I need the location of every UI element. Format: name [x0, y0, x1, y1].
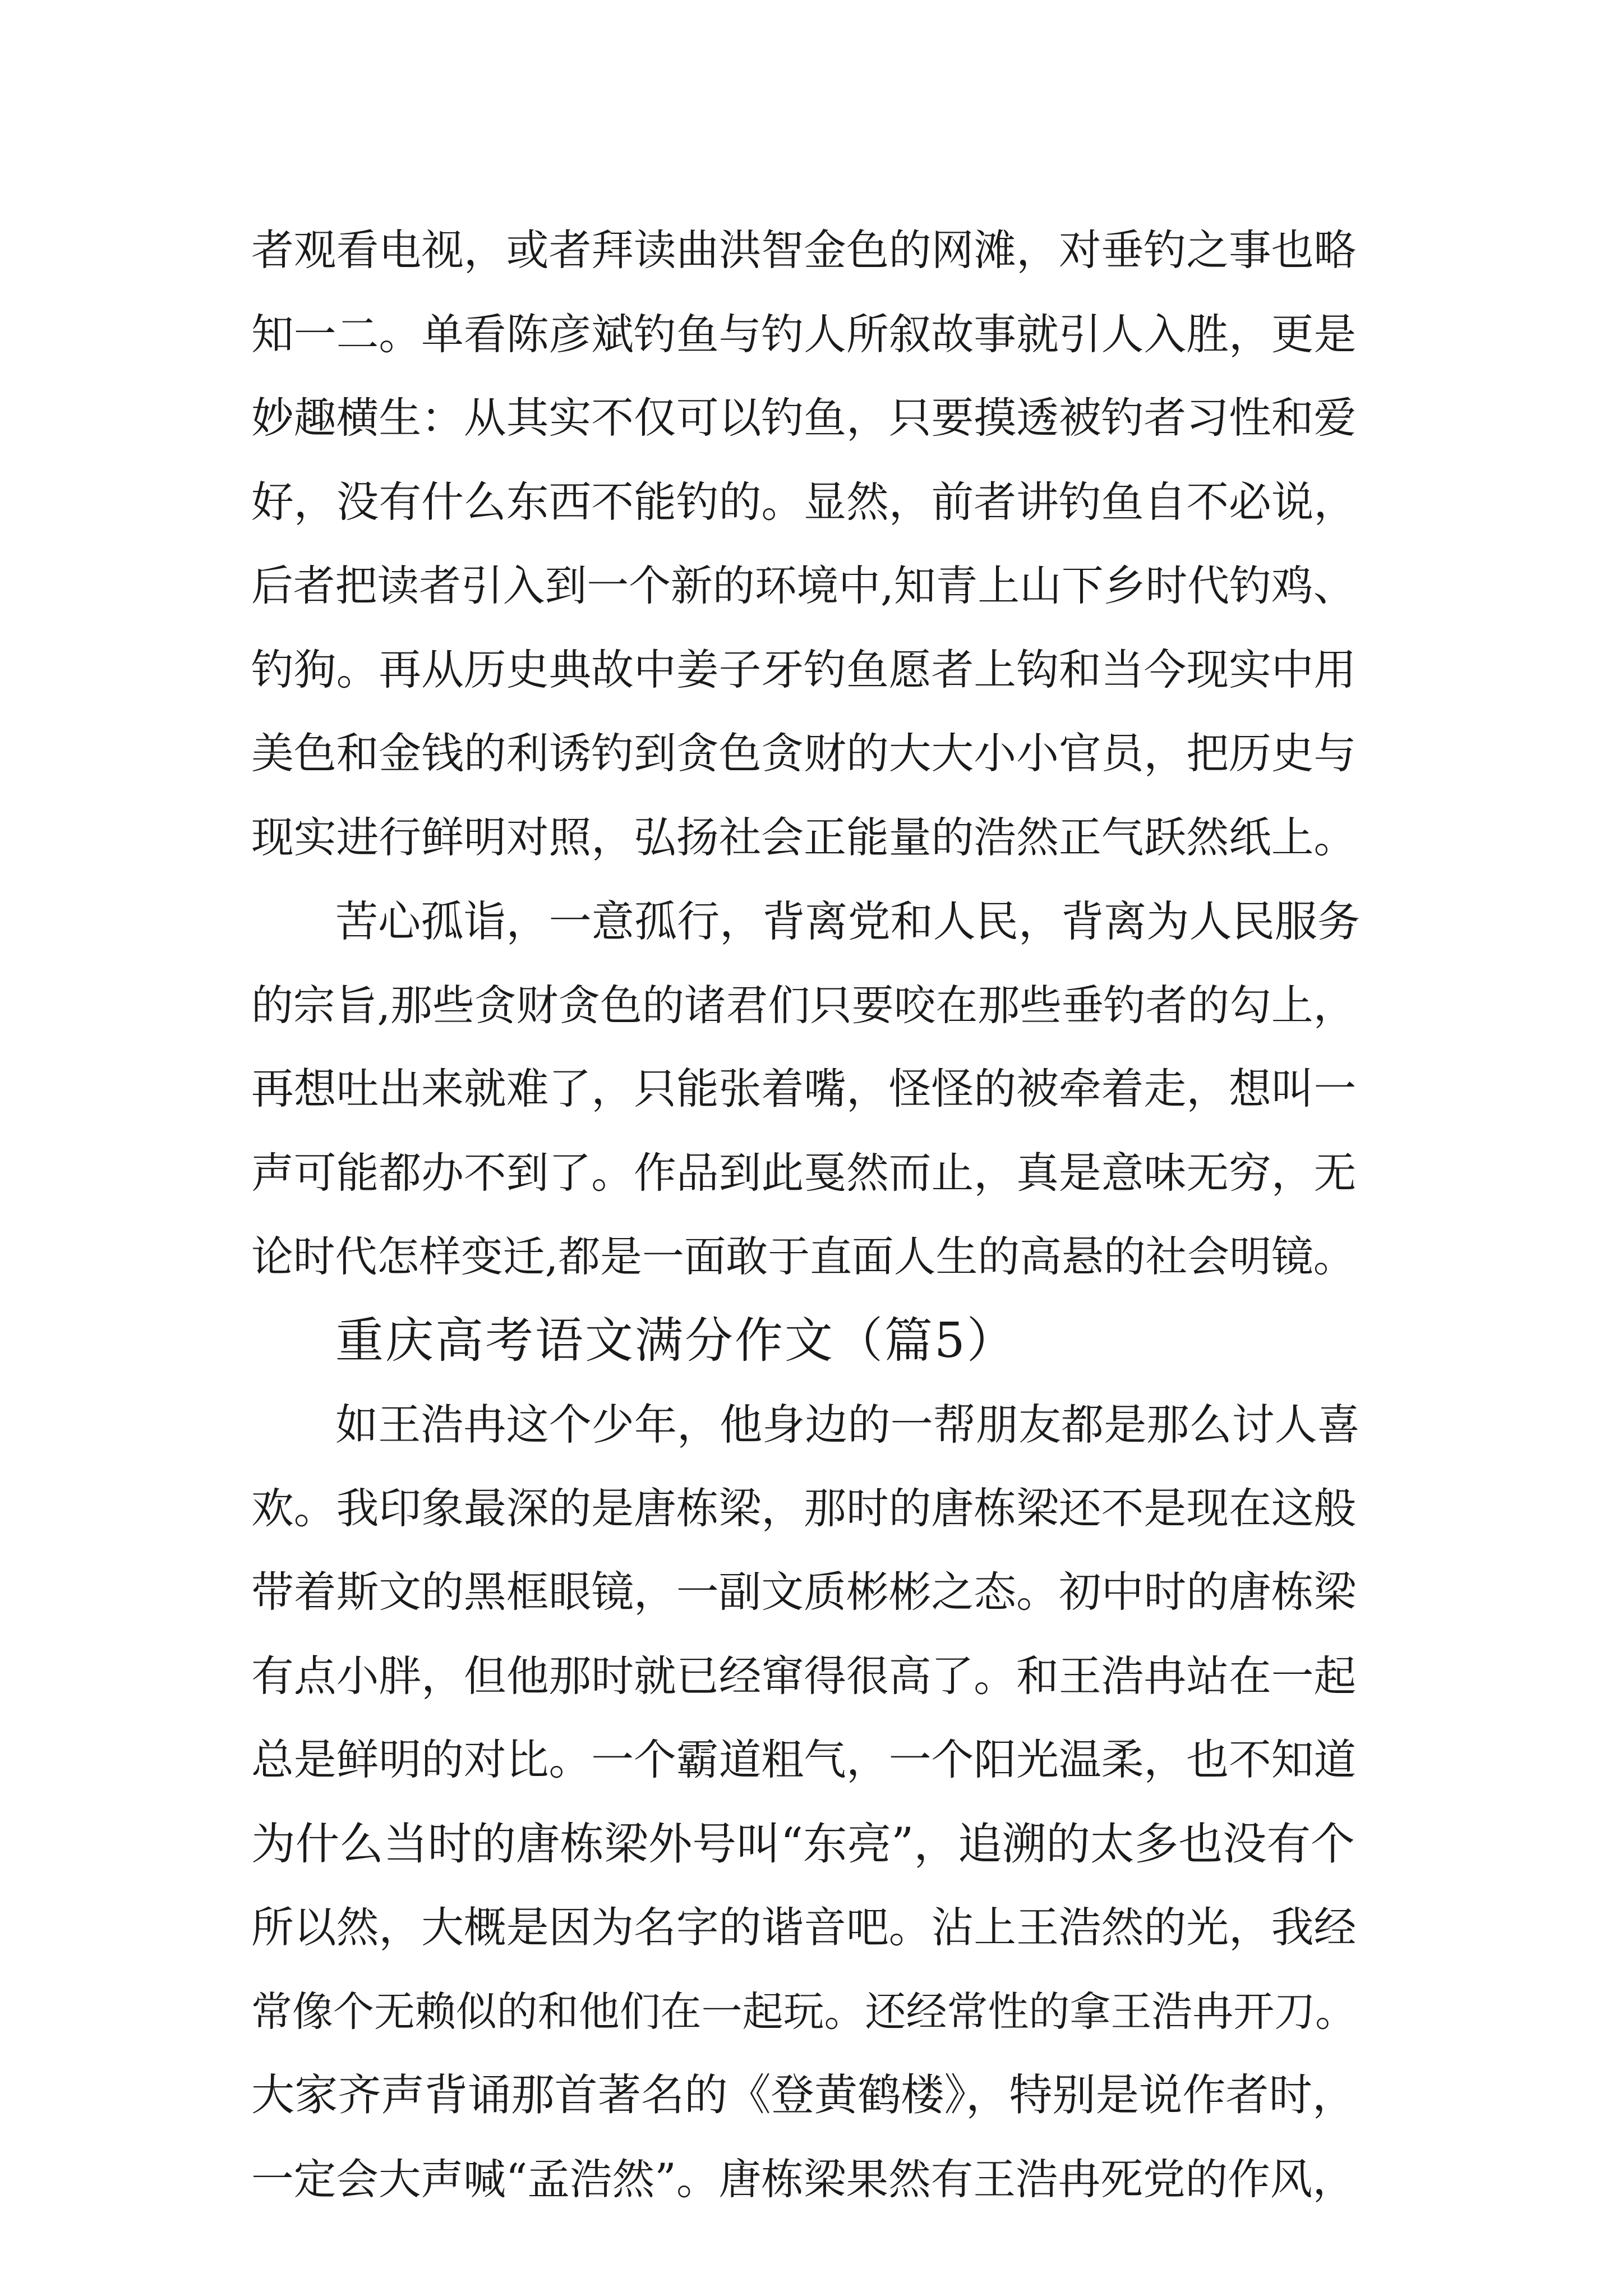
text-line: 妙趣横生：从其实不仅可以钓鱼，只要摸透被钓者习性和爱: [251, 393, 1357, 443]
text-line: 欢。我印象最深的是唐栋梁，那时的唐栋梁还不是现在这般: [251, 1483, 1357, 1533]
text-line: 所以然，大概是因为名字的谐音吧。沾上王浩然的光，我经: [251, 1903, 1357, 1952]
text-line: 好，没有什么东西不能钓的。显然，前者讲钓鱼自不必说，: [251, 477, 1357, 527]
text-line: 如王浩冉这个少年，他身边的一帮朋友都是那么讨人喜: [335, 1400, 1360, 1450]
text-line: 大家齐声背诵那首著名的《登黄鹤楼》，特别是说作者时，: [251, 2070, 1356, 2120]
text-line: 论时代怎样变迁,都是一面敢于直面人生的高悬的社会明镜。: [251, 1232, 1355, 1281]
text-line: 现实进行鲜明对照，弘扬社会正能量的浩然正气跃然纸上。: [251, 812, 1357, 862]
text-line: 知一二。单看陈彦斌钓鱼与钓人所叙故事就引人入胜，更是: [251, 309, 1357, 359]
text-line: 后者把读者引入到一个新的环境中,知青上山下乡时代钓鸡、: [251, 562, 1355, 610]
body-text: [251, 209, 1407, 2221]
text-line: 为什么当时的唐栋梁外号叫“东亮”，追溯的太多也没有个: [251, 1818, 1355, 1870]
text-line: 声可能都办不到了。作品到此戛然而止，真是意味无穷，无: [251, 1148, 1357, 1198]
text-line: 苦心孤诣，一意孤行，背离党和人民，背离为人民服务: [335, 896, 1360, 946]
text-line: 总是鲜明的对比。一个霸道粗气，一个阳光温柔，也不知道: [251, 1735, 1357, 1784]
text-line: 美色和金钱的利诱钓到贪色贪财的大大小小官员，把历史与: [251, 729, 1357, 778]
text-line: 者观看电视，或者拜读曲洪智金色的网滩，对垂钓之事也略: [251, 226, 1357, 275]
text-line: 的宗旨,那些贪财贪色的诸君们只要咬在那些垂钓者的勾上，: [251, 981, 1355, 1030]
text-line: 常像个无赖似的和他们在一起玩。还经常性的拿王浩冉开刀。: [251, 1987, 1357, 2036]
text-line: 带着斯文的黑框眼镜，一副文质彬彬之态。初中时的唐栋梁: [251, 1567, 1357, 1617]
text-line: 再想吐出来就难了，只能张着嘴，怪怪的被牵着走，想叫一: [251, 1064, 1357, 1114]
section-heading: 重庆高考语文满分作文（篇5）: [335, 1312, 1017, 1369]
text-line: 钓狗。再从历史典故中姜子牙钓鱼愿者上钩和当今现实中用: [251, 645, 1357, 694]
text-line: 有点小胖，但他那时就已经窜得很高了。和王浩冉站在一起: [251, 1651, 1357, 1701]
text-line: 一定会大声喊“孟浩然”。唐栋梁果然有王浩冉死党的作风，: [251, 2154, 1355, 2204]
